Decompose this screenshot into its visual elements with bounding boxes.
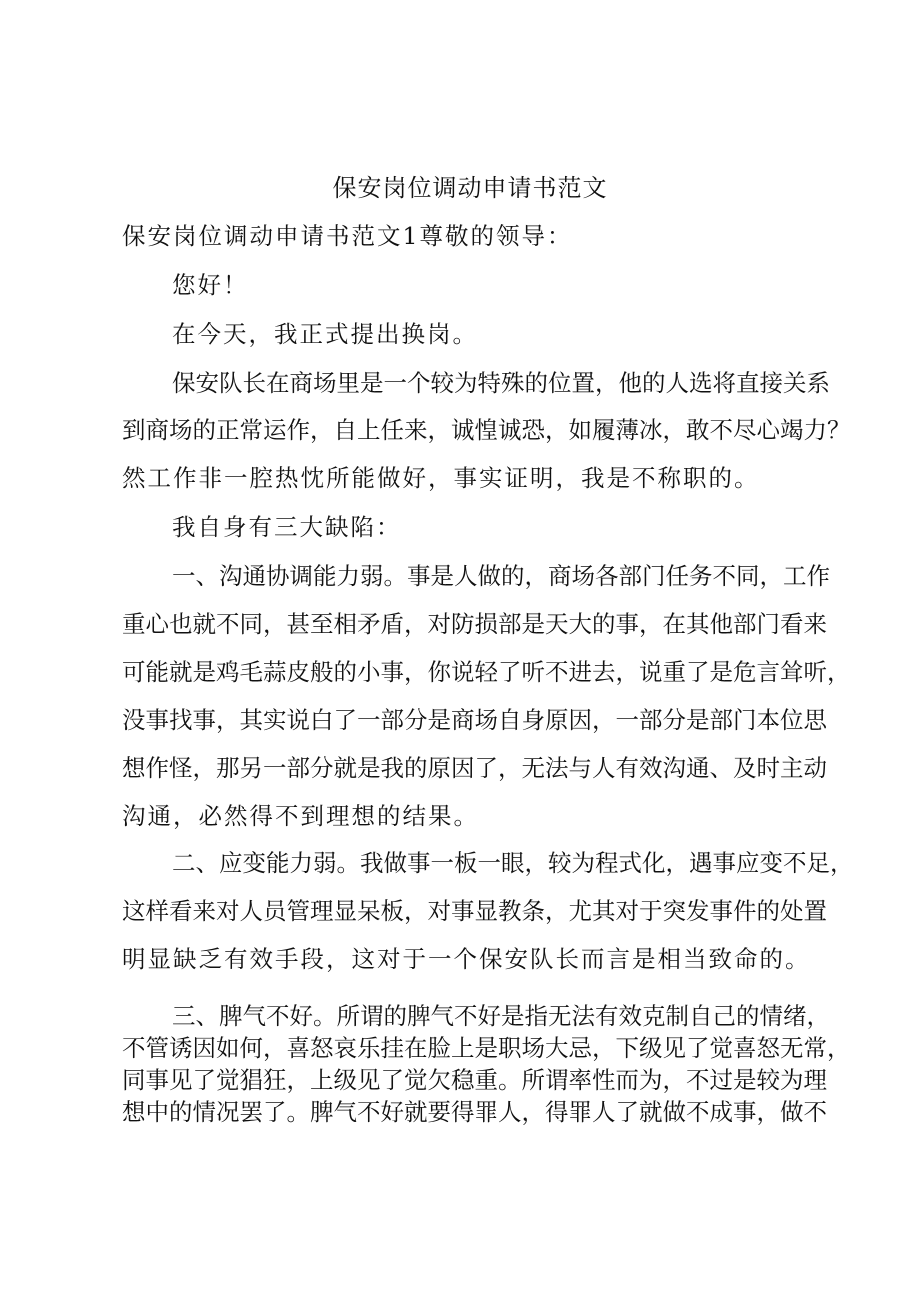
document-line: 我自身有三大缺陷：: [172, 513, 402, 541]
document-line: 您好！: [172, 271, 249, 299]
document-line: 保安队长在商场里是一个较为特殊的位置，他的人选将直接关系: [172, 369, 830, 397]
document-line: 到商场的正常运作，自上任来，诚惶诚恐，如履薄冰，敢不尽心竭力？: [122, 416, 851, 444]
document-line: 同事见了觉猖狂，上级见了觉欠稳重。所谓率性而为，不过是较为理: [122, 1066, 827, 1094]
document-line: 这样看来对人员管理显呆板，对事显教条，尤其对于突发事件的处置: [122, 897, 827, 925]
document-line: 在今天，我正式提出换岗。: [172, 320, 478, 348]
document-line: 想作怪，那另一部分就是我的原因了，无法与人有效沟通、及时主动: [122, 754, 827, 782]
document-title: 保安岗位调动申请书范文: [332, 174, 608, 202]
document-line: 二、应变能力弱。我做事一板一眼，较为程式化，遇事应变不足，: [172, 849, 854, 877]
document-line: 保安岗位调动申请书范文1尊敬的领导：: [122, 222, 573, 250]
document-line: 没事找事，其实说白了一部分是商场自身原因，一部分是部门本位思: [122, 706, 827, 734]
document-line: 重心也就不同，甚至相矛盾，对防损部是天大的事，在其他部门看来: [122, 610, 827, 638]
document-line: 明显缺乏有效手段，这对于一个保安队长而言是相当致命的。: [122, 945, 811, 973]
document-line: 一、沟通协调能力弱。事是人做的，商场各部门任务不同，工作: [172, 562, 830, 590]
document-line: 想中的情况罢了。脾气不好就要得罪人，得罪人了就做不成事，做不: [122, 1098, 827, 1126]
document-line: 沟通，必然得不到理想的结果。: [122, 802, 479, 830]
document-line: 可能就是鸡毛蒜皮般的小事，你说轻了听不进去，说重了是危言耸听，: [122, 658, 851, 686]
document-line: 三、脾气不好。所谓的脾气不好是指无法有效克制自己的情绪，: [172, 1002, 830, 1030]
document-line: 不管诱因如何，喜怒哀乐挂在脸上是职场大忌，下级见了觉喜怒无常，: [122, 1034, 851, 1062]
document-line: 然工作非一腔热忱所能做好，事实证明，我是不称职的。: [122, 464, 760, 492]
